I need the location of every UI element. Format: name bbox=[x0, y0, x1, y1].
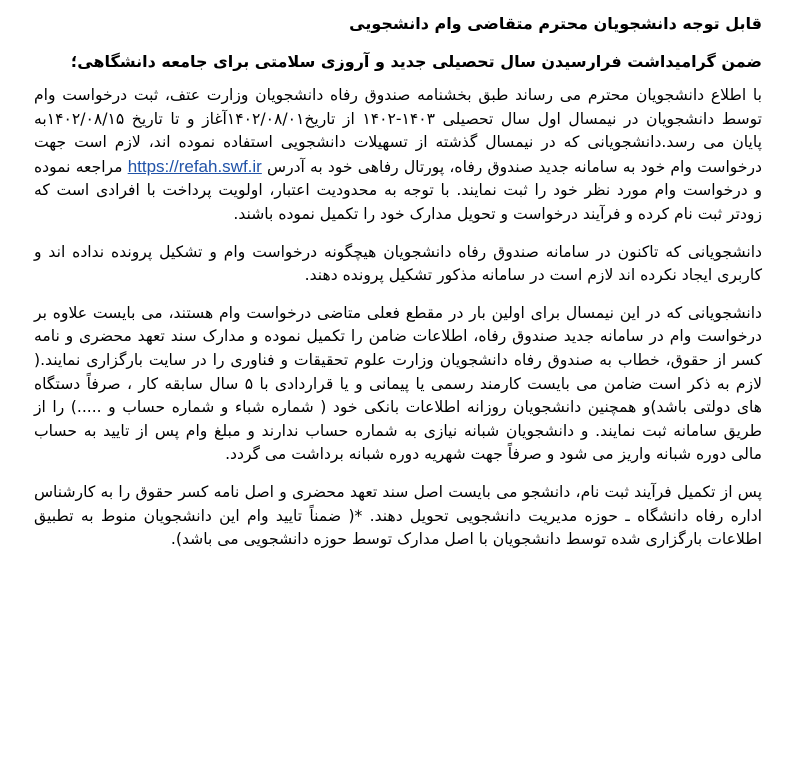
paragraph-document-submission: پس از تکمیل فرآیند ثبت نام، دانشجو می بایست اصل سند تعهد محضری و اصل نامه کسر حقوق را به کارشناس اداره رفاه دانشگاه ـ حوزه مدیریت دانشجویی تحویل دهند. *( ضمناً تایید وام این دانشجویان منوط به تطبیق اطلاعات بارگزاری شده توسط دانشجویان با اصل مدارک توسط حوزه دانشجویی می باشد). bbox=[34, 482, 762, 549]
refah-portal-link[interactable]: https://refah.swf.ir bbox=[127, 156, 262, 176]
paragraph-registration-deadline bbox=[34, 84, 762, 227]
paragraph-1-text-before-link: با اطلاع دانشجویان محترم می رساند طبق بخشنامه صندوق رفاه دانشجویان وزارت عتف، ثبت درخواست وام توسط دانشجویان در نیمسال اول سال تحصیلی ۱۴۰۳-۱۴۰۲ از تاریخ۱۴۰۲/۰۸/۰۱آغاز و تا تاریخ ۱۴۰۲/۰۸/۱۵به پایان می رسد.دانشجویانی که در نیمسال گذشته از تسهیلات دانشجویی استفاده نموده اند، لازم است جهت درخواست وام خود به سامانه جدید صندوق رفاه، پورتال رفاهی خود به آدرس bbox=[34, 86, 762, 176]
announcement-title: قابل توجه دانشجویان محترم متقاضی وام دانشجویی bbox=[349, 14, 762, 33]
paragraph-new-file-creation: دانشجویانی که تاکنون در سامانه صندوق رفاه دانشجویان هیچگونه درخواست وام و تشکیل پرونده نداده اند و کاربری ایجاد نکرده اند لازم است در سامانه مذکور تشکیل پرونده دهند. bbox=[34, 242, 762, 285]
paragraph-1-text-after-link: مراجعه نموده و درخواست وام مورد نظر خود را ثبت نمایند. با توجه به محدودیت اعتبار، اولویت پرداخت با افرادی است که زودتر ثبت نام کرده و فرآیند درخواست و تحویل مدارک خود را تکمیل نموده باشند. bbox=[34, 157, 762, 223]
paragraph-first-time-applicants: دانشجویانی که در این نیمسال برای اولین بار در مقطع فعلی متاضی درخواست وام هستند، می بایست علاوه بر درخواست وام در سامانه جدید صندوق رفاه، اطلاعات ضامن را تکمیل نموده و مدارک سند تعهد محضری و نامه کسر از حقوق، خطاب به صندوق رفاه دانشجویان وزارت علوم تحقیقات و فناوری را در سایت بارگزاری نمایند.( لازم به ذکر است ضامن می بایست کارمند رسمی یا پیمانی و یا قراردادی با ۵ سال سابقه کار ، صرفاً دستگاه های دولتی باشد)و همچنین دانشجویان روزانه اطلاعات بانکی خود ( شماره شباء و شماره حساب و .....) را از طریق سامانه ثبت نمایند. و دانشجویان شبانه نیازی به شماره حساب ندارند و مبلغ وام پس از تایید به حساب مالی دوره شبانه واریز می شود و صرفاً جهت شهریه دوره شبانه برداشت می گردد. bbox=[34, 303, 762, 464]
greeting-heading: ضمن گرامیداشت فرارسیدن سال تحصیلی جدید و آروزی سلامتی برای جامعه دانشگاهی؛ bbox=[70, 52, 762, 71]
